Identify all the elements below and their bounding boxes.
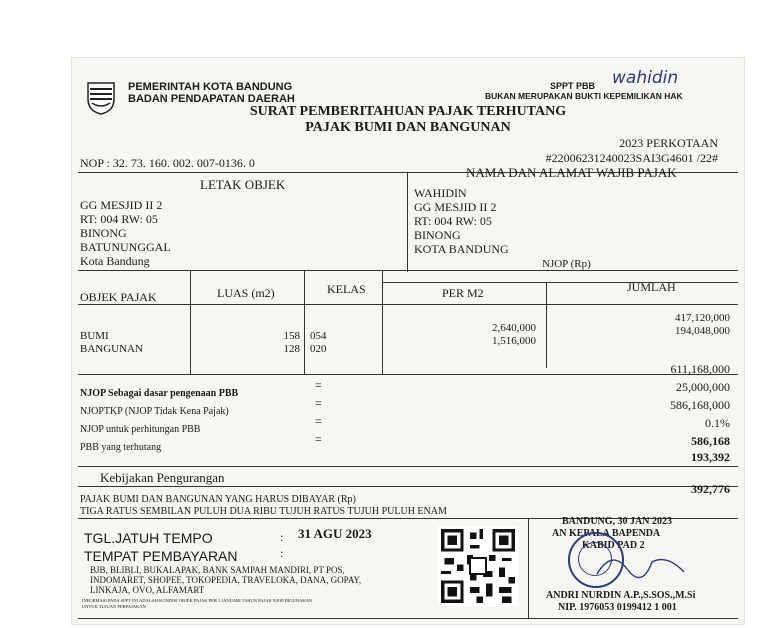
- doc-code: #22006231240023SAI3G4601 /22#: [545, 151, 718, 165]
- nop-number: NOP : 32. 73. 160. 002. 007-0136. 0: [80, 156, 255, 170]
- equals-sign: =: [315, 414, 322, 428]
- taxpayer-line: KOTA BANDUNG: [414, 242, 509, 256]
- handwritten-name: wahidin: [612, 68, 679, 88]
- pbb-terhutang-value: 586,168: [691, 434, 730, 448]
- divider: [546, 282, 547, 368]
- row-objek: BANGUNAN: [80, 343, 143, 355]
- info-note: UNTUK TUJUAN PERPAJAKAN: [82, 604, 146, 609]
- tempat-line: BJB, BLIBLI, BUKALAPAK, BANK SAMPAH MANDIRI, PT POS,: [90, 565, 345, 575]
- harus-dibayar-label: PAJAK BUMI DAN BANGUNAN YANG HARUS DIBAYAR (Rp): [80, 494, 356, 505]
- doc-title: SURAT PEMBERITAHUAN PAJAK TERHUTANG: [249, 104, 567, 119]
- sppt-label: SPPT PBB: [550, 81, 596, 91]
- object-location-line: GG MESJID II 2: [80, 198, 163, 212]
- colon: :: [280, 546, 284, 560]
- equals-sign: =: [315, 396, 322, 410]
- sign-name: ANDRI NURDIN A.P.,S.SOS.,M.Si: [546, 590, 696, 601]
- divider: [304, 270, 305, 374]
- equals-sign: =: [315, 378, 322, 392]
- col-luas: LUAS (m2): [217, 286, 275, 300]
- colon: :: [280, 530, 284, 544]
- njop-label: NJOP Sebagai dasar pengenaan PBB: [80, 388, 239, 399]
- object-location-line: Kota Bandung: [80, 254, 150, 268]
- disclaimer: BUKAN MERUPAKAN BUKTI KEPEMILIKAN HAK: [485, 91, 683, 101]
- njop-perhitungan-value: 586,168,000: [670, 398, 730, 412]
- sign-role-2: KABID PAD 2: [582, 540, 645, 551]
- org-line2: BADAN PENDAPATAN DAERAH: [128, 93, 295, 105]
- tempat-line: LINKAJA, OVO, ALFAMART: [90, 585, 205, 595]
- divider: [78, 466, 738, 467]
- row-kelas: 020: [310, 343, 327, 355]
- taxpayer-line: RT: 004 RW: 05: [414, 214, 492, 228]
- object-location-heading: LETAK OBJEK: [200, 177, 286, 192]
- object-location-line: BINONG: [80, 226, 127, 240]
- jatuh-tempo-value: 31 AGU 2023: [298, 526, 372, 541]
- divider: [78, 618, 738, 619]
- divider: [382, 282, 738, 283]
- taxpayer-line: WAHIDIN: [414, 186, 467, 200]
- divider: [78, 270, 738, 271]
- row-kelas: 054: [310, 330, 327, 342]
- njop-heading: NJOP (Rp): [542, 258, 591, 270]
- harus-dibayar-value: 392,776: [691, 482, 730, 496]
- sign-role-1: AN KEPALA BAPENDA: [552, 528, 661, 539]
- org-line1: PEMERINTAH KOTA BANDUNG: [128, 81, 293, 93]
- njoptkp-value: 25,000,000: [676, 380, 730, 394]
- col-per-m2: PER M2: [442, 286, 484, 300]
- object-location-line: BATUNUNGGAL: [80, 240, 171, 254]
- divider: [190, 270, 191, 374]
- terbilang-text: TIGA RATUS SEMBILAN PULUH DUA RIBU TUJUH RATUS TUJUH PULUH ENAM: [80, 506, 447, 517]
- pbb-label: PBB yang terhutang: [80, 442, 162, 453]
- row-luas: 158: [283, 330, 300, 342]
- row-objek: BUMI: [80, 330, 109, 342]
- row-per-m2: 2,640,000: [492, 322, 536, 334]
- taxpayer-heading: NAMA DAN ALAMAT WAJIB PAJAK: [466, 165, 677, 180]
- total-njop: 611,168,000: [670, 362, 730, 376]
- row-jumlah: 194,048,000: [675, 325, 730, 337]
- object-location-line: RT: 004 RW: 05: [80, 212, 158, 226]
- pengurangan-value: 193,392: [691, 450, 730, 464]
- sign-nip: NIP. 1976053 0199412 1 001: [558, 602, 677, 613]
- divider: [382, 270, 383, 374]
- sppt-document: [72, 58, 744, 624]
- row-jumlah: 417,120,000: [675, 312, 730, 324]
- doc-subtitle: PAJAK BUMI DAN BANGUNAN: [305, 120, 511, 135]
- equals-sign: =: [315, 432, 322, 446]
- signature-icon: [592, 544, 692, 584]
- row-luas: 128: [283, 343, 300, 355]
- info-note: INFORMASI PADA SPPT INI ADALAH KONDISI OBJEK PAJAK PER 1 JANUARI TAHUN PAJAK NJOP DIGUNAKAN: [82, 598, 313, 603]
- kebijakan-label: Kebijakan Pengurangan: [100, 470, 225, 485]
- sign-place-date: BANDUNG, 30 JAN 2023: [562, 516, 672, 527]
- tempat-line: INDOMARET, SHOPEE, TOKOPEDIA, TRAVELOKA, DANA, GOPAY,: [90, 575, 362, 585]
- row-per-m2: 1,516,000: [492, 335, 536, 347]
- qr-code-icon: [438, 526, 518, 606]
- jatuh-tempo-label: TGL.JATUH TEMPO: [84, 530, 213, 546]
- njoptkp-label: NJOPTKP (NJOP Tidak Kena Pajak): [80, 406, 229, 417]
- col-kelas: KELAS: [327, 282, 366, 296]
- tarif-value: 0.1%: [705, 416, 730, 430]
- col-objek-pajak: OBJEK PAJAK: [80, 290, 157, 304]
- col-jumlah: JUMLAH: [627, 280, 676, 294]
- divider: [78, 304, 738, 305]
- taxpayer-line: BINONG: [414, 228, 461, 242]
- tempat-pembayaran-label: TEMPAT PEMBAYARAN: [84, 548, 238, 564]
- divider: [407, 172, 408, 272]
- njop-perhitungan-label: NJOP untuk perhitungan PBB: [80, 424, 201, 435]
- divider: [528, 518, 529, 618]
- year-area: 2023 PERKOTAAN: [619, 136, 718, 150]
- taxpayer-line: GG MESJID II 2: [414, 200, 497, 214]
